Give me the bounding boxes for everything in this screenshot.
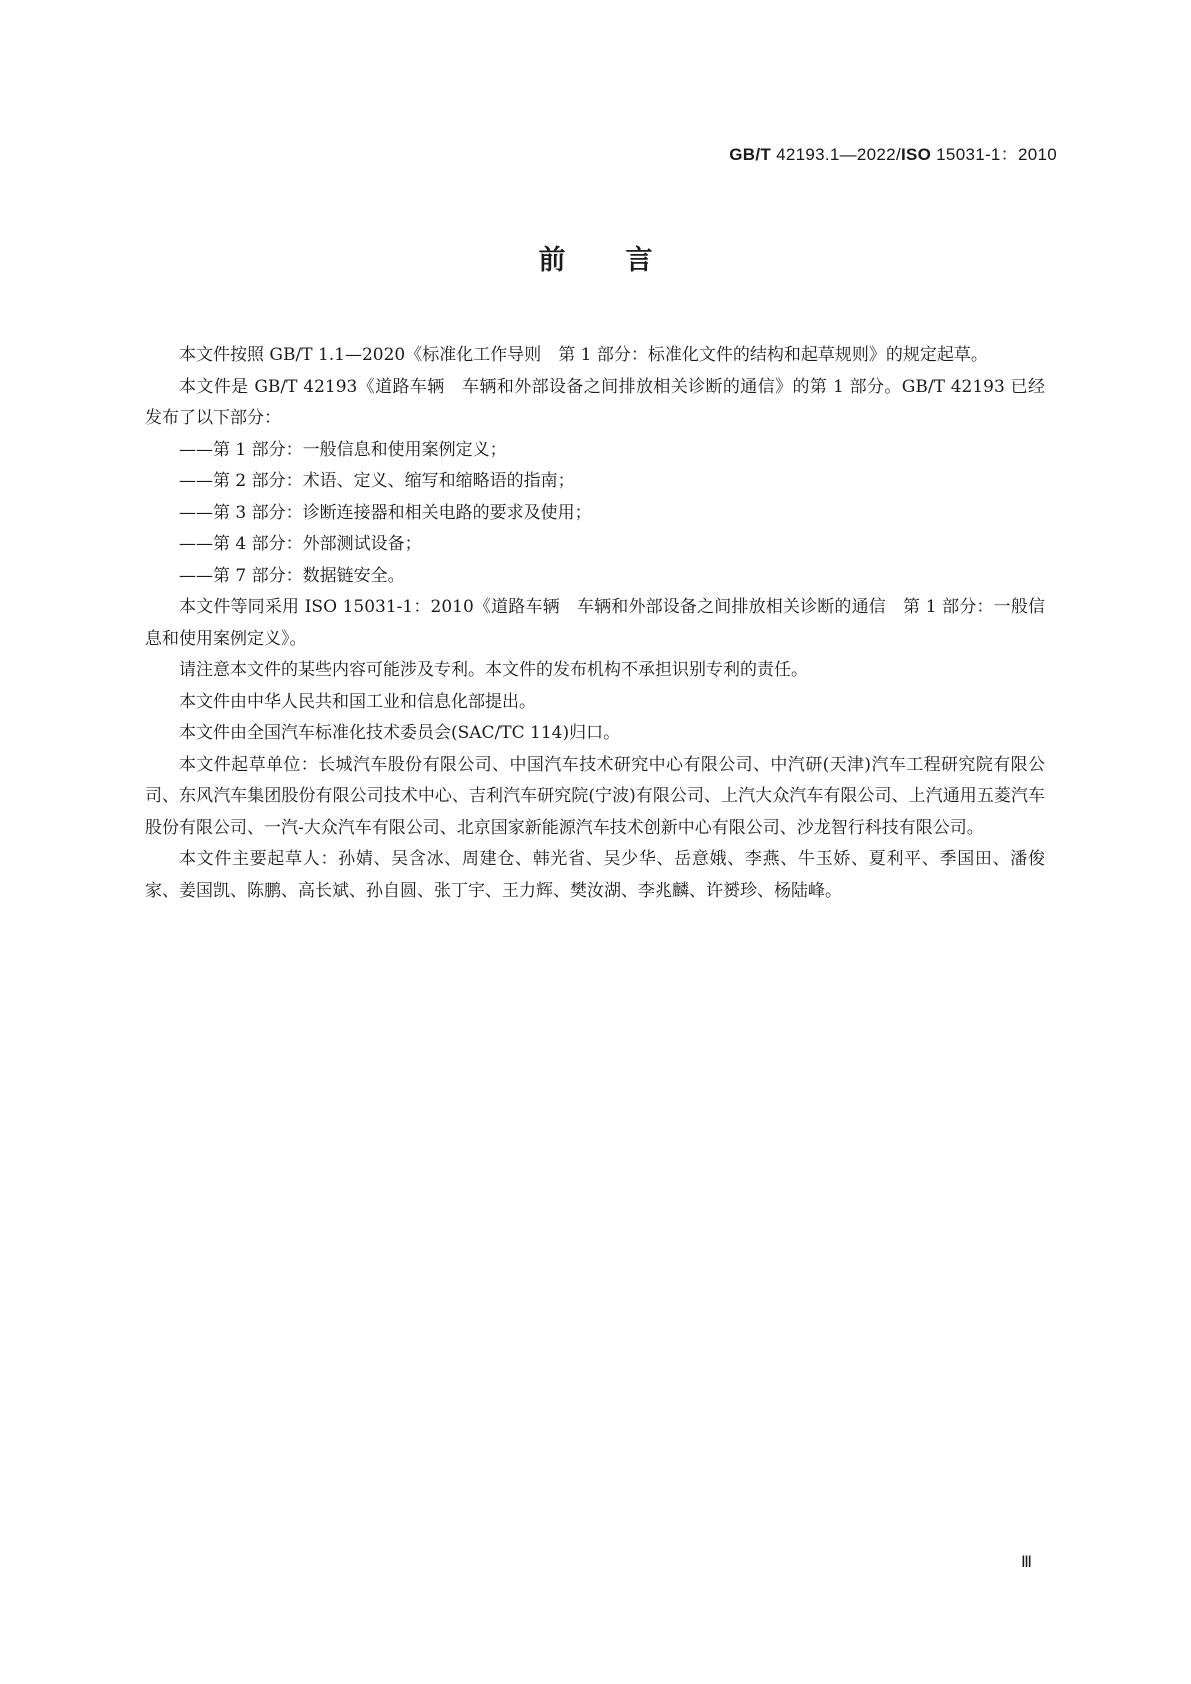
list-item-part-4: ——第 4 部分：外部测试设备； [179,534,422,554]
standard-code-iso: ISO [900,145,932,164]
paragraph-drafting-rules: 本文件按照 GB/T 1.1—2020《标准化工作导则 第 1 部分：标准化文件的结构和起草规则》的规定起草。 [179,345,988,365]
paragraph-drafting-units: 本文件起草单位：长城汽车股份有限公司、中国汽车技术研究中心有限公司、中汽研(天津)汽车工程研究院有限公司、东风汽车集团股份有限公司技术中心、吉利汽车研究院(宁波)有限公司、上汽大众汽车有限公司、上汽通用五菱汽车股份有限公司、一汽-大众汽车有限公司、北京国家新能源汽车技术创新中心有限公司、沙龙智行科技有限公司。 [145,754,1045,838]
list-item-part-7: ——第 7 部分：数据链安全。 [179,565,405,586]
list-item-part-2: ——第 2 部分：术语、定义、缩写和缩略语的指南； [179,471,575,491]
standard-code-gbt: GB/T [729,145,772,164]
standard-code-number: 42193.1—2022/ [771,145,901,164]
list-item-part-3: ——第 3 部分：诊断连接器和相关电路的要求及使用； [179,502,592,523]
paragraph-proposed-by: 本文件由中华人民共和国工业和信息化部提出。 [179,691,536,712]
standard-code-header [729,140,1057,165]
foreword-body [145,340,1045,907]
paragraph-drafters: 本文件主要起草人：孙婧、吴含冰、周建仓、韩光省、吴少华、岳意娥、李燕、牛玉娇、夏利平、季国田、潘俊家、姜国凯、陈鹏、高长斌、孙自圆、张丁宇、王力辉、樊汝湖、李兆麟、许赟珍、杨陆峰。 [145,849,1045,901]
page-number: Ⅲ [1020,1554,1031,1571]
standard-code-iso-number: 15031-1：2010 [931,145,1057,164]
paragraph-part-intro: 本文件是 GB/T 42193《道路车辆 车辆和外部设备之间排放相关诊断的通信》的第 1 部分。GB/T 42193 已经发布了以下部分： [145,376,1045,428]
list-item-part-1: ——第 1 部分：一般信息和使用案例定义； [179,439,507,460]
paragraph-patent-notice: 请注意本文件的某些内容可能涉及专利。本文件的发布机构不承担识别专利的责任。 [179,660,808,680]
page-title: 前言 [538,245,713,276]
paragraph-equivalent-adoption: 本文件等同采用 ISO 15031-1：2010《道路车辆 车辆和外部设备之间排放相关诊断的通信 第 1 部分：一般信息和使用案例定义》。 [145,597,1045,649]
paragraph-managed-by: 本文件由全国汽车标准化技术委员会(SAC/TC 114)归口。 [179,723,621,743]
